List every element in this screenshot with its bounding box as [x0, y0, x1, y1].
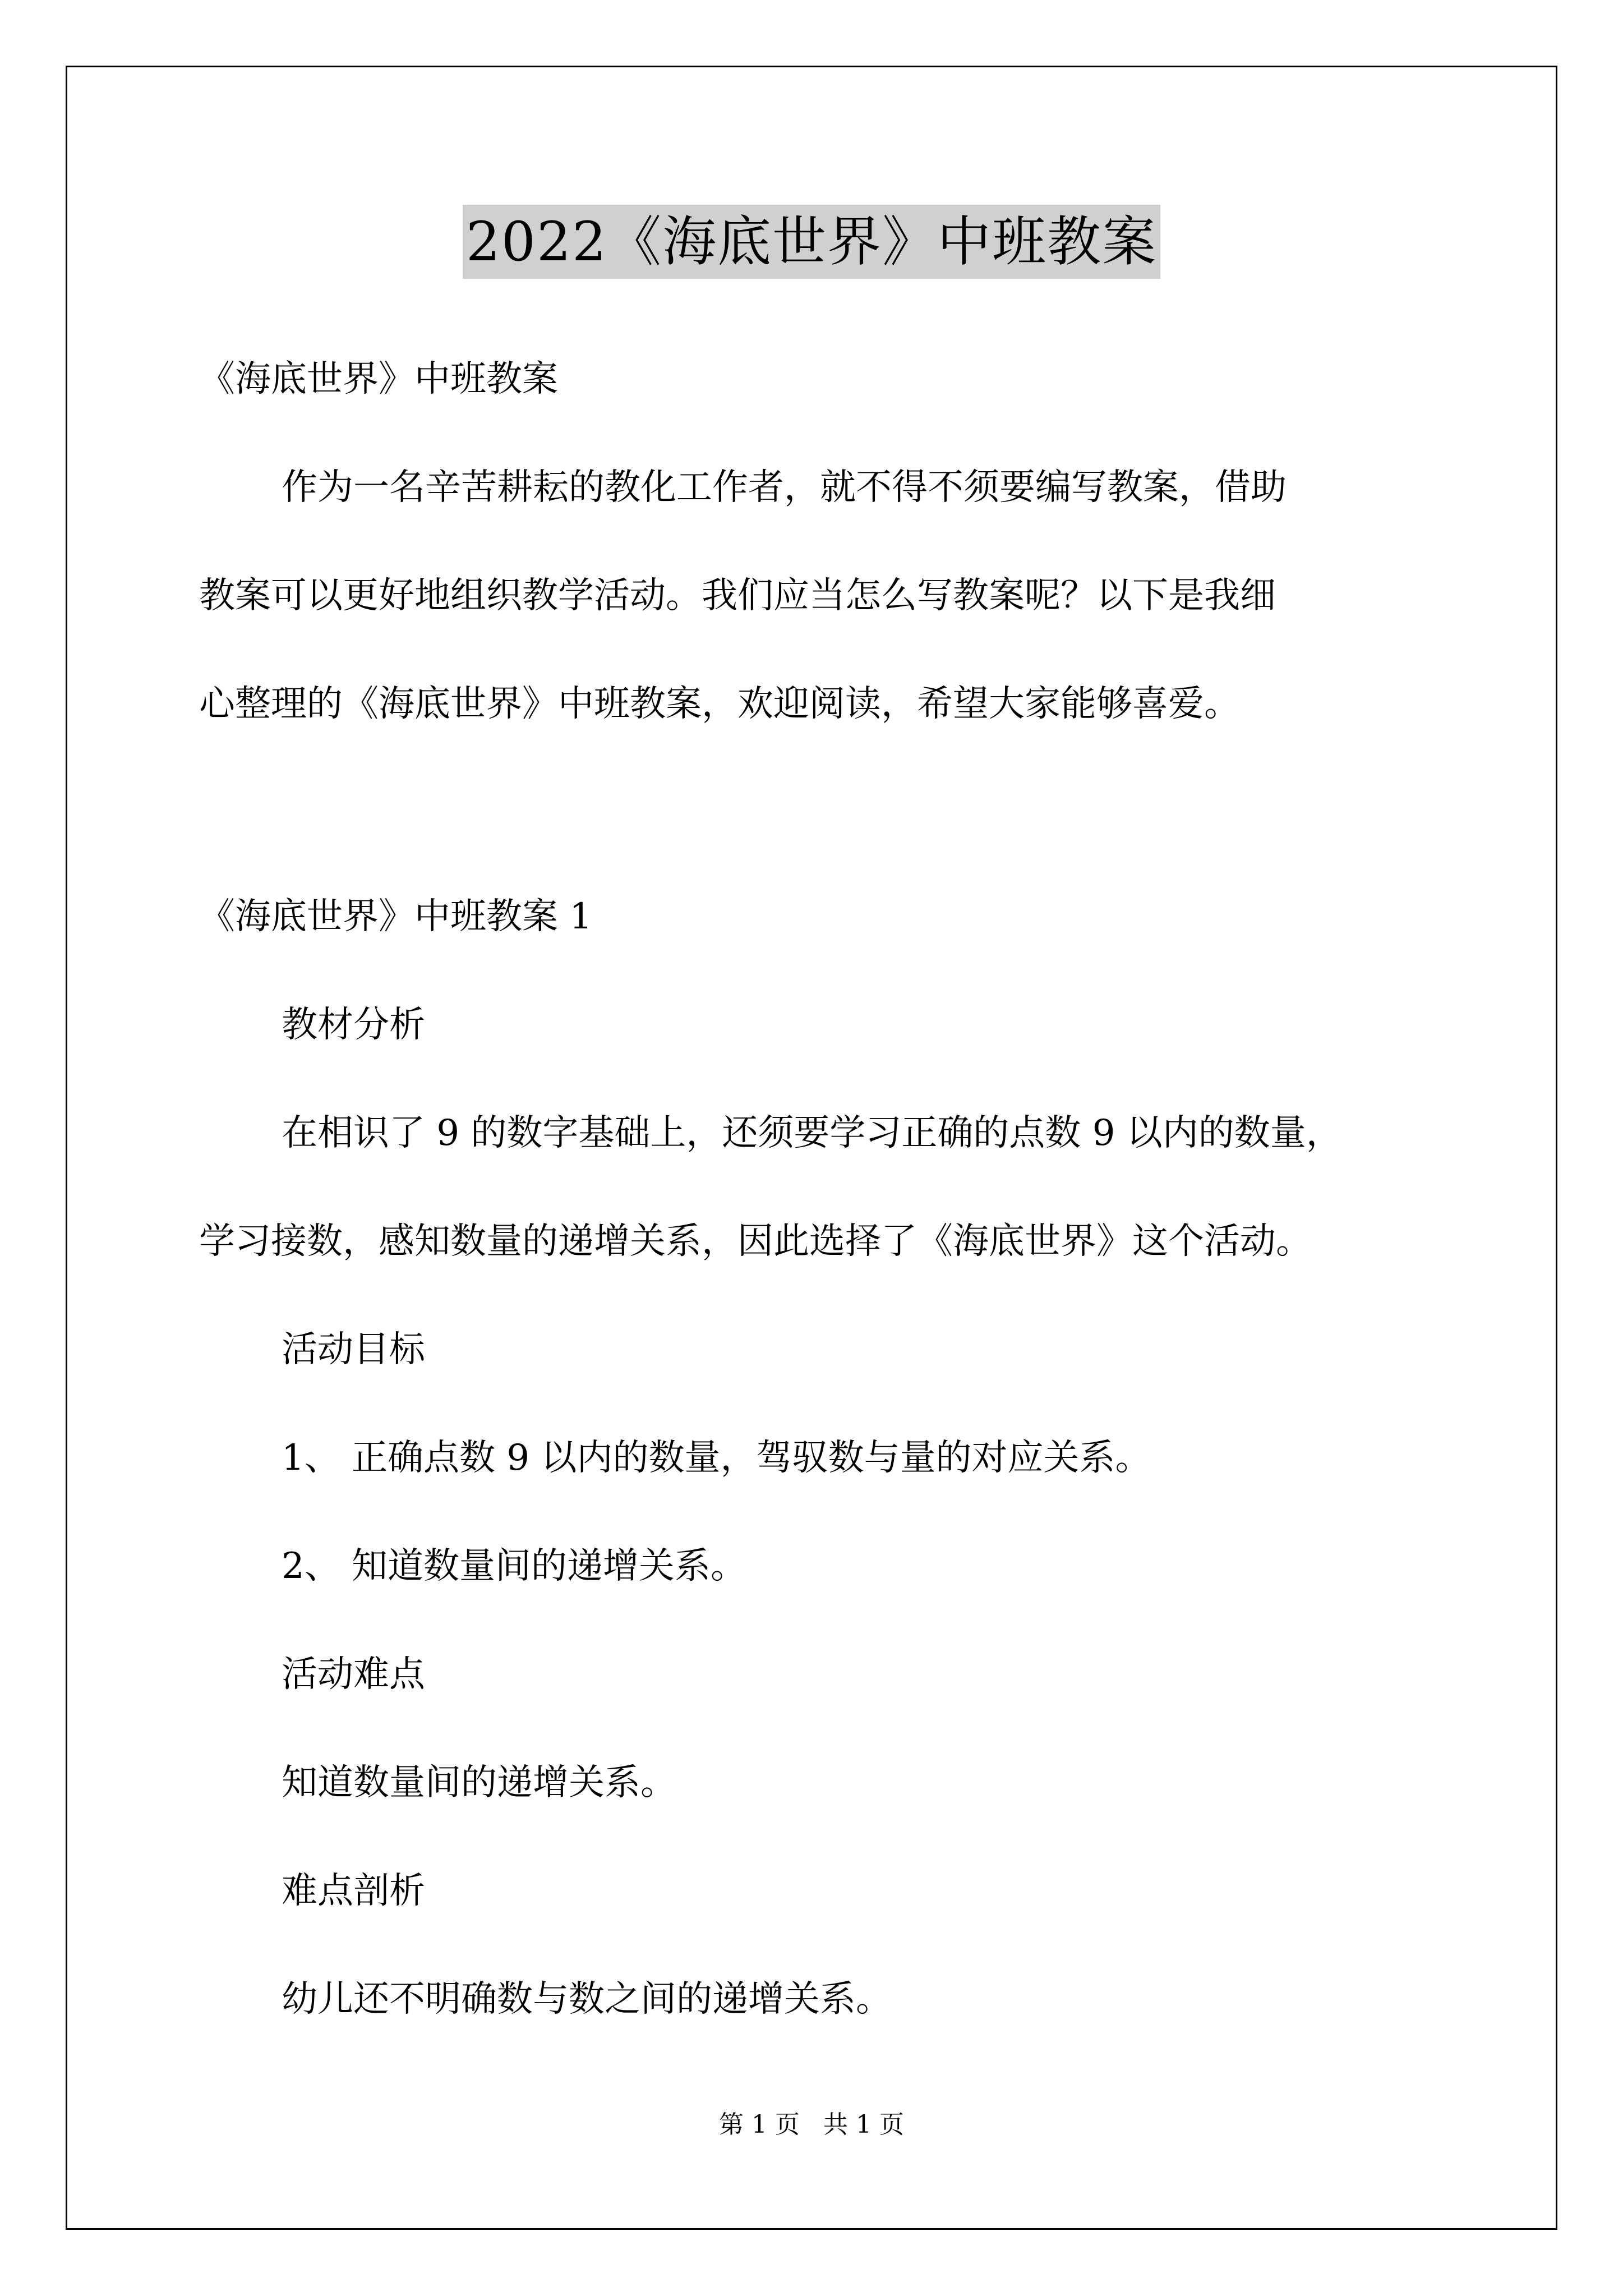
document-title: 2022《海底世界》中班教案 — [463, 205, 1160, 279]
intro-paragraph-line: 心整理的《海底世界》中班教案，欢迎阅读，希望大家能够喜爱。 — [199, 683, 1240, 725]
goal-item: 1、 正确点数 9 以内的数量，驾驭数与量的对应关系。 — [282, 1437, 1151, 1479]
analysis-text: 幼儿还不明确数与数之间的递增关系。 — [282, 1978, 892, 2020]
document-subtitle: 《海底世界》中班教案 — [199, 358, 558, 400]
page-number-footer: 第 1 页 共 1 页 — [719, 2110, 904, 2139]
goals-heading: 活动目标 — [282, 1329, 425, 1370]
material-heading: 教材分析 — [282, 1004, 425, 1046]
material-text-line: 在相识了 9 的数字基础上，还须要学习正确的点数 9 以内的数量， — [282, 1112, 1342, 1154]
goal-item: 2、 知道数量间的递增关系。 — [282, 1545, 747, 1587]
difficulty-heading: 活动难点 — [282, 1654, 425, 1695]
analysis-heading: 难点剖析 — [282, 1870, 425, 1912]
section-heading: 《海底世界》中班教案 1 — [199, 896, 593, 937]
material-text-line: 学习接数，感知数量的递增关系，因此选择了《海底世界》这个活动。 — [199, 1221, 1312, 1262]
intro-paragraph-line: 作为一名辛苦耕耘的教化工作者，就不得不须要编写教案，借助 — [282, 467, 1287, 508]
title-container — [0, 205, 1623, 279]
intro-paragraph-line: 教案可以更好地组织教学活动。我们应当怎么写教案呢？以下是我细 — [199, 575, 1276, 616]
difficulty-text: 知道数量间的递增关系。 — [282, 1762, 676, 1803]
